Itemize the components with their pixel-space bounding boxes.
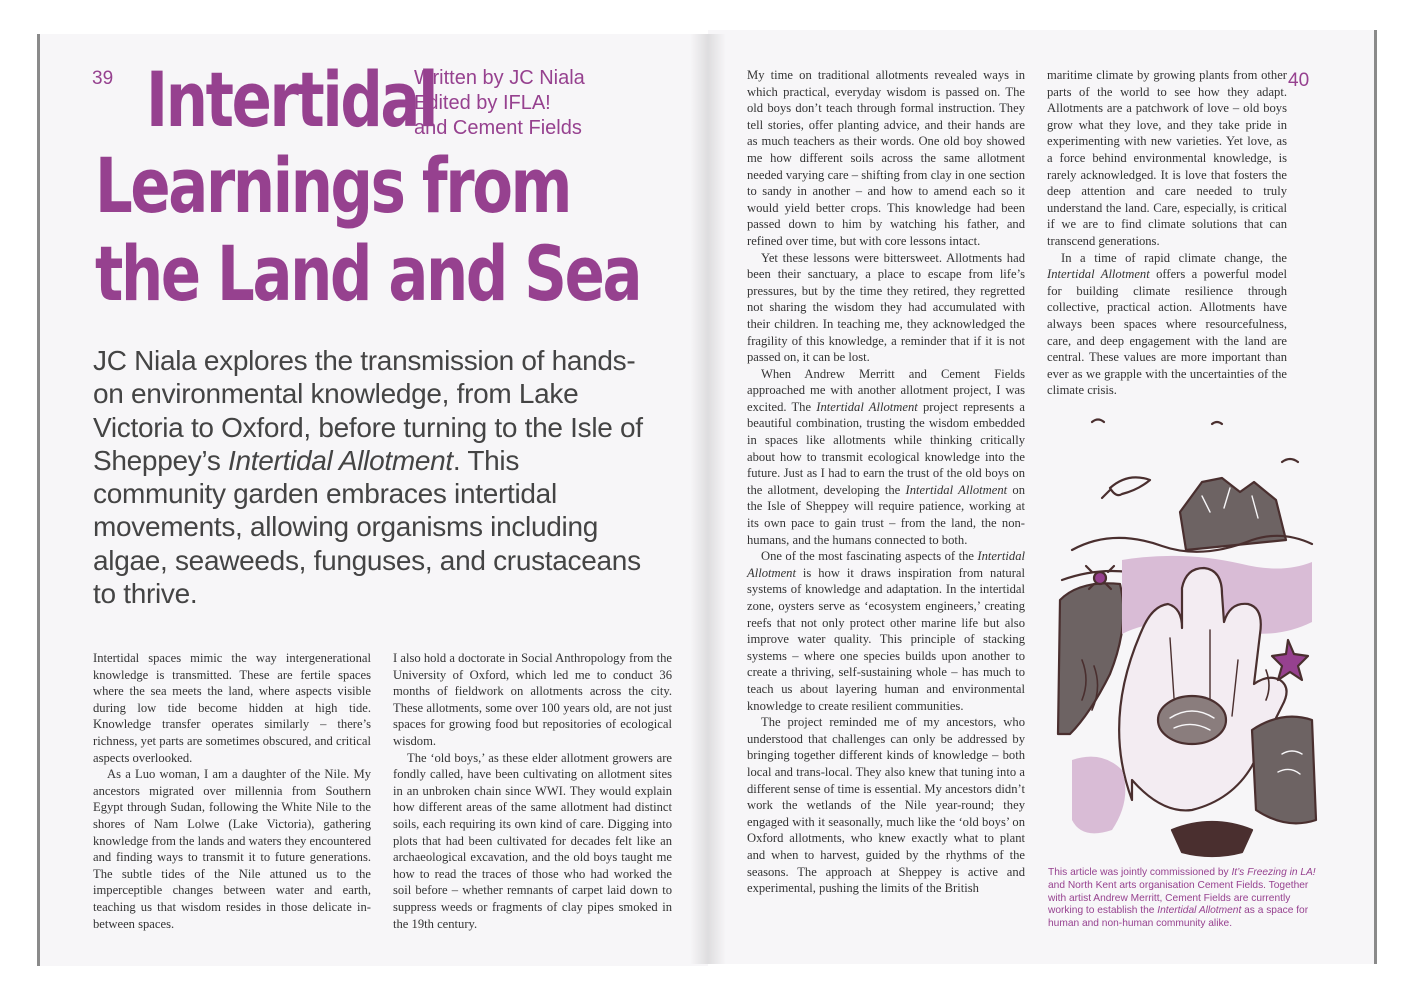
paragraph — [747, 548, 1025, 714]
body-column-1 — [93, 650, 371, 932]
credit-editor: Edited by IFLA! — [414, 92, 551, 114]
page-gutter — [690, 34, 726, 964]
caption-italic: Intertidal Allotment — [1157, 905, 1242, 917]
illustration-hand-and-oyster — [1052, 400, 1322, 860]
page-number-right: 40 — [1288, 70, 1310, 91]
article-title-line-2: Learnings from — [95, 141, 571, 230]
caption-text: This article was jointly commissioned by — [1048, 867, 1232, 878]
paragraph: As a Luo woman, I am a daughter of the Nile. My ancestors migrated over millennia from Southern Egypt through Sudan, following the White Nile to the shores of Nam Lolwe (Lake Victoria), gathering knowledge from the lands and waters they encountered and finding ways to transmit it to future generations. The subtle tides of the Nile attuned us to the imperceptible changes between water and earth, teaching us that wisdom resides in those delicate in-between spaces. — [93, 767, 372, 931]
bird-icon — [1092, 420, 1104, 423]
paragraph: I also hold a doctorate in Social Anthropology from the University of Oxford, which led me to conduct 36 months of fieldwork on allotments across the city. These allotments, some over 100 years old, are not just spaces for growing food but repositories of ecological wisdom. — [393, 651, 672, 748]
standfirst-text-2: . This community garden embraces intertidal movements, allowing organisms including algae, seaweeds, funguses, and crustaceans to thrive. — [93, 444, 641, 610]
paragraph — [747, 366, 1025, 549]
paragraph: Yet these lessons were bittersweet. Allotments had been their sanctuary, a place to escape from life’s pressures, but by the time they retired, they regretted not sharing the wisdom they had accumulated with their children. In teaching me, they acknowledged the fragility of this knowledge, a reminder that if it is not passed on, it can be lost. — [747, 250, 1025, 365]
article-title-line-1: Intertidal — [146, 55, 437, 144]
paragraph: The project reminded me of my ancestors, who understood that challenges can only be addressed by bringing together different kinds of knowledge – both local and trans-local. They also knew that tuning into a different sense of time is essential. My ancestors didn’t work the wetlands of the Nile year-round; they engaged with it seasonally, much like the ‘old boys’ on Oxford allotments, who knew exactly what to plant and when to harvest, guided by the rhythms of the seasons. The approach at Sheppey is active and experimental, pushing the limits of the British — [747, 715, 1025, 896]
text-run: offers a powerful model for building climate resilience through collective, practical action. Allotments have always been spaces where resourcefulness, care, and deep engagement with the land are central. These values are more important than ever as we grapple with the uncertainties of the climate crisis. — [1047, 267, 1287, 398]
text-run: is how it draws inspiration from natural systems of knowledge and adaptation. In the intertidal zone, oysters serve as ‘ecosystem engineers,’ creating reefs that not only protect other marine life but also improve water quality. This principle of stacking systems – where one species builds upon another to create a thriving, self-sustaining whole – has much to teach us about layering human and environmental knowledge to create resilient communities. — [747, 565, 1025, 713]
paragraph — [1047, 250, 1287, 399]
credit-author: Written by JC Niala — [414, 67, 585, 89]
article-credits — [414, 66, 585, 141]
shore-rock-left — [1058, 583, 1123, 734]
paragraph: maritime climate by growing plants from other parts of the world to see how they adapt. Allotments are a patchwork of love – old boys grow what they love, and they take pride in experimenting with new varieties. Yet love, as a force behind environmental knowledge, is rarely acknowledged. It is love that fosters the deep attention and care needed to truly understand the land. Care, especially, is critical if we are to find climate solutions that can transcend generations. — [1047, 68, 1287, 248]
body-column-4 — [1047, 67, 1287, 399]
page-number-left: 39 — [92, 68, 114, 89]
bird-icon — [1282, 459, 1298, 462]
paragraph: My time on traditional allotments revealed ways in which practical, everyday wisdom is passed on. The old boys don’t teach through formal instruction. They tell stories, offer planting advice, and their hands are as much teachers as their words. One old boy showed me how different soils across the same allotment needed varying care – shifting from clay in one section to sandy in another – and how to amend each so it would yield better crops. This knowledge had been passed down to him by watching his father, and refined over time, but with core lessons intact. — [747, 68, 1025, 248]
text-run: One of the most fascinating aspects of the — [761, 549, 978, 564]
seabird-icon — [1110, 477, 1150, 495]
oyster-icon — [1158, 696, 1226, 744]
starfish-icon — [1272, 640, 1308, 680]
standfirst-italic: Intertidal Allotment — [228, 444, 453, 476]
standfirst — [93, 344, 653, 610]
italic-run: Intertidal Allotment — [905, 482, 1008, 497]
text-run: In a time of rapid climate change, the — [1061, 250, 1287, 265]
paragraph: Intertidal spaces mimic the way intergenerational knowledge is transmitted. These are fertile spaces where the sea meets the land, where aspects visible during low tide become hidden at high tide. Knowledge transfer operates similarly – there’s richness, yet parts are sometimes obscured, and critical aspects overlooked. — [93, 651, 371, 765]
standfirst-text-1: JC Niala explores the transmission of hands-on environmental knowledge, from Lake Victoria to Oxford, before turning to the Isle of Sheppey’s — [93, 345, 643, 476]
crab-icon — [1094, 572, 1106, 584]
italic-run: Intertidal Allotment — [1047, 267, 1150, 282]
body-column-3 — [747, 67, 1025, 897]
body-column-2 — [393, 650, 672, 932]
credit-editor-2: and Cement Fields — [414, 117, 582, 139]
article-title-line-3: the Land and Sea — [95, 229, 641, 318]
illustration-caption — [1048, 867, 1318, 931]
italic-run: Intertidal Allotment — [747, 549, 1025, 580]
caption-italic: It’s Freezing in LA! — [1231, 867, 1316, 878]
rock-outcrop — [1180, 478, 1286, 550]
text-run: project represents a beautiful combination, trusting the wisdom embedded in spaces like allotments while thinking critically about how to transmit ecological knowledge into the future. Just as I had to earn the trust of the old boys on the allotment, developing the — [747, 399, 1025, 497]
bird-icon — [1212, 422, 1222, 424]
text-run: on the Isle of Sheppey will require patience, working at its own pace to gain trust – from the land, the non-humans, and the humans connected to both. — [747, 482, 1025, 547]
paragraph: The ‘old boys,’ as these elder allotment growers are fondly called, have been cultivating on allotment sites in an unbroken chain since WWI. They would explain how different areas of the same allotment had distinct soils, each requiring its own kind of care. Digging into plots that had been cultivated for decades felt like an archaeological excavation, and the old boys taught me how to read the traces of those who had worked the soil before – whether remnants of carpet laid down to suppress weeds or fragments of clay pipes smoked in the 19th century. — [393, 750, 672, 931]
text-run: When Andrew Merritt and Cement Fields approached me with another allotment project, I was excited. The — [747, 366, 1025, 414]
italic-run: Intertidal Allotment — [816, 399, 918, 414]
caption-text: and North Kent arts organisation Cement Fields. Together with artist Andrew Merritt, Cement Fields are currently working to establish the — [1048, 879, 1309, 917]
basket-icon — [1172, 822, 1252, 856]
caption-text: as a space for human and non-human community alike. — [1048, 905, 1309, 930]
